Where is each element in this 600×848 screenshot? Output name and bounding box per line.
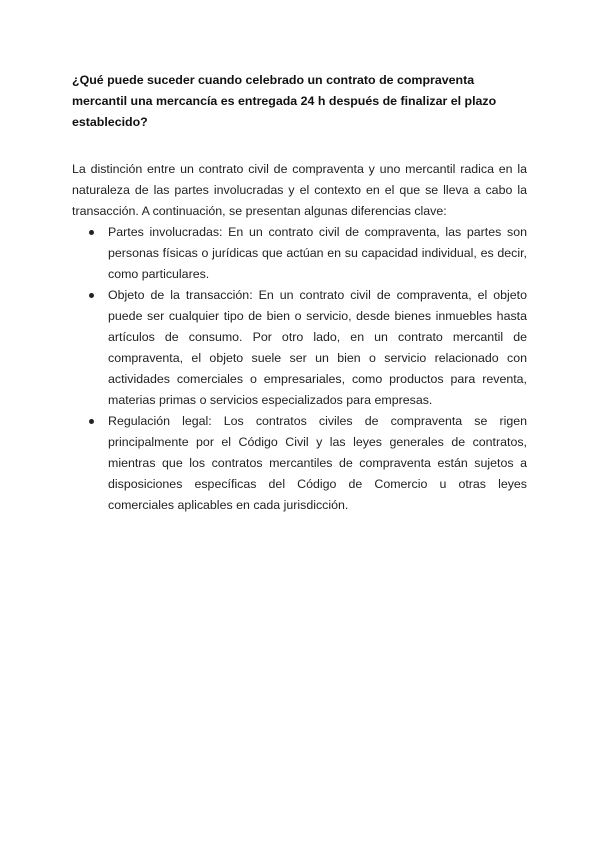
intro-paragraph: La distinción entre un contrato civil de compraventa y uno mercantil radica en la naturaleza de las partes involucradas y el contexto en el que se lleva a cabo la transacción. A continuación, se presentan algunas diferencias clave: bbox=[72, 162, 527, 218]
bullet-icon bbox=[89, 419, 94, 424]
list-item-text: Objeto de la transacción: En un contrato civil de compraventa, el objeto puede ser cualquier tipo de bien o servicio, desde bienes inmuebles hasta artículos de consumo. Por otro lado, en un contrato mercantil de compraventa, el objeto suele ser un bien o servicio relacionado con actividades comerciales o empresariales, como productos para reventa, materias primas o servicios especializados para empresas. bbox=[108, 288, 527, 407]
list-item bbox=[72, 222, 527, 285]
list-item-text: Regulación legal: Los contratos civiles de compraventa se rigen principalmente por el Código Civil y las leyes generales de contratos, mientras que los contratos mercantiles de compraventa están sujetos a disposiciones específicas del Código de Comercio u otras leyes comerciales aplicables en cada jurisdicción. bbox=[108, 414, 527, 512]
bullet-icon bbox=[89, 293, 94, 298]
document-title: ¿Qué puede suceder cuando celebrado un contrato de compraventa mercantil una mercancía es entregada 24 h después de finalizar el plazo establecido? bbox=[72, 73, 497, 129]
document-page bbox=[72, 70, 527, 516]
list-item bbox=[72, 285, 527, 411]
list-item-text: Partes involucradas: En un contrato civil de compraventa, las partes son personas físicas o jurídicas que actúan en su capacidad individual, es decir, como particulares. bbox=[108, 225, 527, 281]
bullet-icon bbox=[89, 230, 94, 235]
list-item bbox=[72, 411, 527, 516]
differences-list bbox=[72, 222, 527, 516]
